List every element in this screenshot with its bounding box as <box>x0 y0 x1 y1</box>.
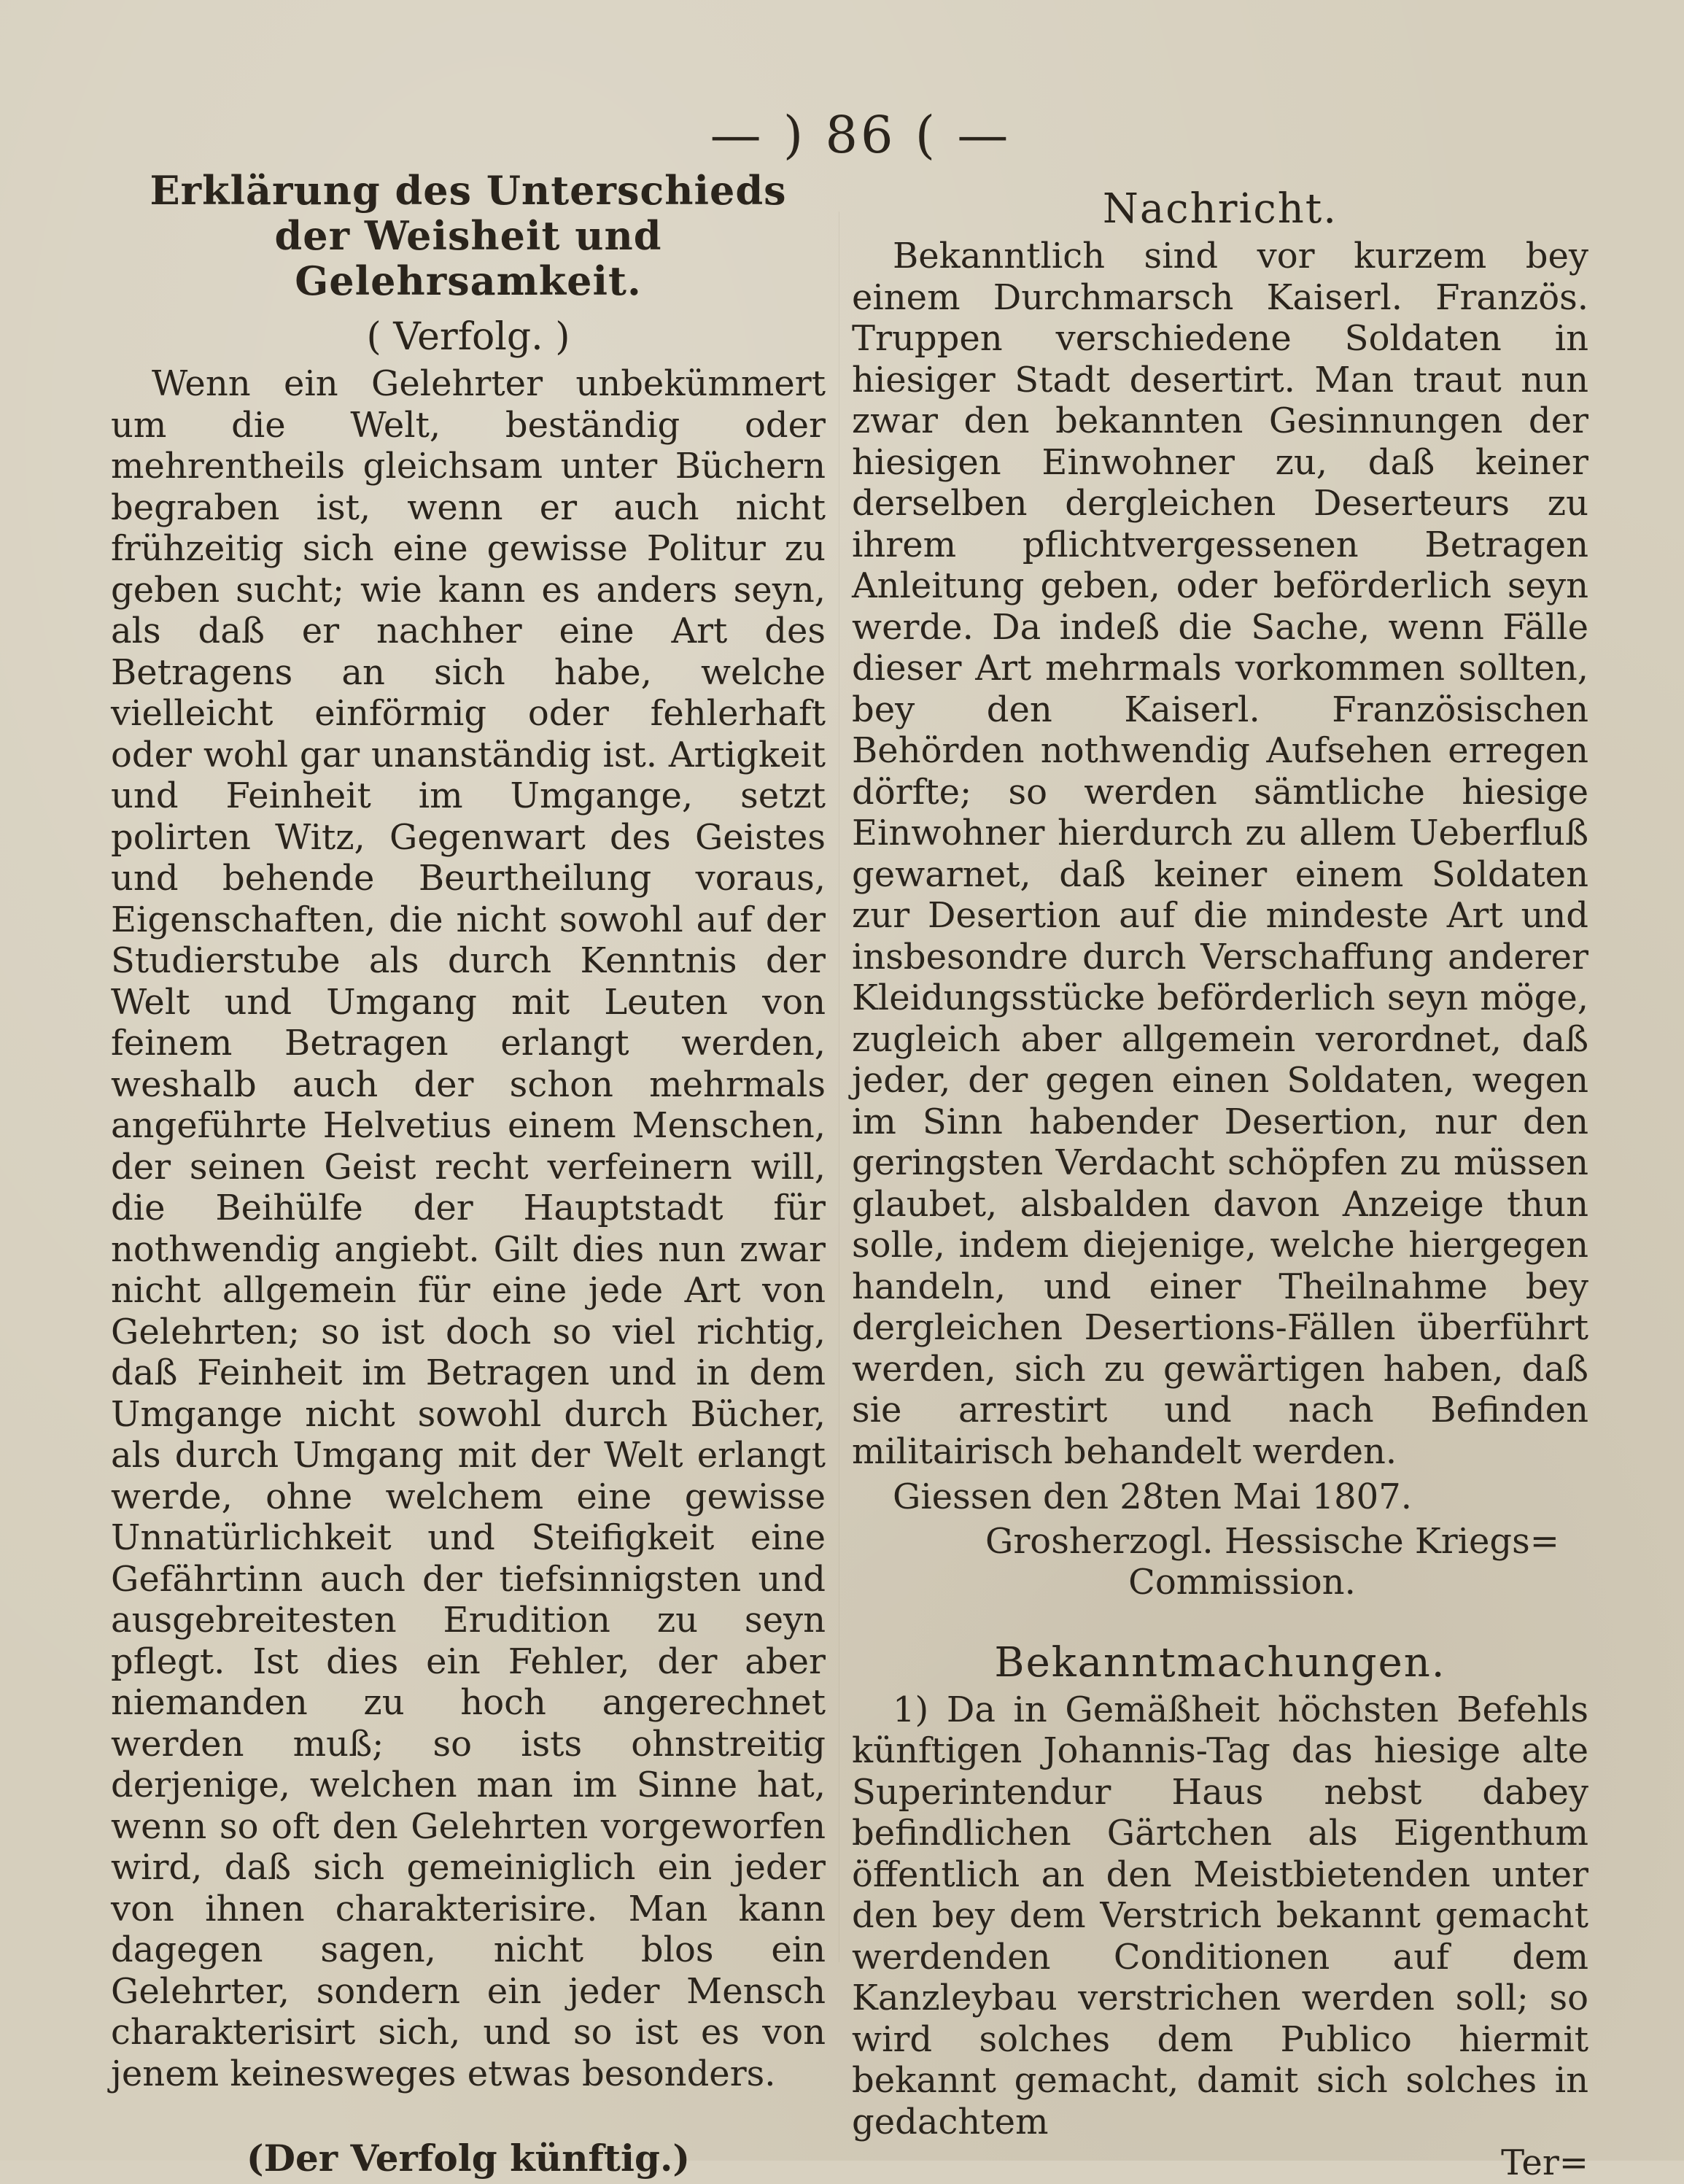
right-column <box>852 186 1588 2184</box>
announcements-title: Bekanntmachungen. <box>994 1638 1446 1687</box>
article-subtitle: ( Verfolg. ) <box>366 315 570 359</box>
notice-title: Nachricht. <box>1102 185 1338 233</box>
left-column <box>111 168 826 2180</box>
announcement-item: 1) Da in Gemäßheit höchsten Befehls künftigen Johannis-Tag das hiesige alte Superintendur Haus nebst dabey befindlichen Gärtchen als Eigenthum öffentlich an den Meistbietenden unter den bey dem Verstrich bekannt gemacht werdenden Conditionen auf dem Kanzleybau verstrichen werden soll; so wird solches dem Publico hiermit bekannt gemacht, damit sich solches in gedachtem <box>852 1689 1588 2142</box>
page-number-header: — ) 86 ( — <box>710 105 1012 165</box>
article-title: Erklärung des Unterschieds der Weisheit und Gelehrsamkeit. <box>150 167 787 304</box>
article-body: Wenn ein Gelehrter unbekümmert um die Welt, beständig oder mehrentheils gleichsam unter Büchern begraben ist, wenn er auch nicht frühzeitig sich eine gewisse Politur zu geben sucht; wie kann es anders seyn, als daß er nachher eine Art des Betragens an sich habe, welche vielleicht einförmig oder fehlerhaft oder wohl gar unanständig ist. Artigkeit und Feinheit im Umgange, setzt polirten Witz, Gegenwart des Geistes und behende Beurtheilung voraus, Eigenschaften, die nicht sowohl auf der Studierstube als durch Kenntnis der Welt und Umgang mit Leuten von feinem Betragen erlangt werden, weshalb auch der schon mehrmals angeführte Helvetius einem Menschen, der seinen Geist recht verfeinern will, die Beihülfe der Hauptstadt für nothwendig angiebt. Gilt dies nun zwar nicht allgemein für eine jede Art von Gelehrten; so ist doch so viel richtig, daß Feinheit im Betragen und in dem Umgange nicht sowohl durch Bücher, als durch Umgang mit der Welt erlangt werde, ohne welchem eine gewisse Unnatürlichkeit und Steifigkeit eine Gefährtinn auch der tiefsinnigsten und ausgebreitesten Erudition zu seyn pflegt. Ist dies ein Fehler, der aber niemanden zu hoch angerechnet werden muß; so ists ohnstreitig derjenige, welchen man im Sinne hat, wenn so oft den Gelehrten vorgeworfen wird, daß sich gemeiniglich ein jeder von ihnen charakterisire. Man kann dagegen sagen, nicht blos ein Gelehrter, sondern ein jeder Mensch charakterisirt sich, und so ist es von jenem keinesweges etwas besonders. <box>111 363 826 2094</box>
notice-signer-cont: Commission. <box>1128 1562 1356 1603</box>
notice-date: Giessen den 28ten Mai 1807. <box>893 1476 1412 1517</box>
continuation-note: (Der Verfolg künftig.) <box>246 2137 691 2180</box>
notice-signer: Grosherzogl. Hessische Kriegs= <box>985 1520 1559 1562</box>
catchword: Ter= <box>1501 2142 1588 2183</box>
notice-body: Bekanntlich sind vor kurzem bey einem Durchmarsch Kaiserl. Französ. Truppen verschiedene Soldaten in hiesiger Stadt desertirt. Man traut nun zwar den bekannten Gesinnungen der hiesigen Einwohner zu, daß keiner derselben dergleichen Deserteurs zu ihrem pflichtvergessenen Betragen Anleitung geben, oder beförderlich seyn werde. Da indeß die Sache, wenn Fälle dieser Art mehrmals vorkommen sollten, bey den Kaiserl. Französischen Behörden nothwendig Aufsehen erregen dörfte; so werden sämtliche hiesige Einwohner hierdurch zu allem Ueberfluß gewarnet, daß keiner einem Soldaten zur Desertion auf die mindeste Art und insbesondre durch Verschaffung anderer Kleidungsstücke beförderlich seyn möge, zugleich aber allgemein verordnet, daß jeder, der gegen einen Soldaten, wegen im Sinn habender Desertion, nur den geringsten Verdacht schöpfen zu müssen glaubet, alsbalden davon Anzeige thun solle, indem diejenige, welche hiergegen handeln, und einer Theilnahme bey dergleichen Desertions-Fällen überführt werden, sich zu gewärtigen haben, daß sie arrestirt und nach Befinden militairisch behandelt werden. <box>852 236 1588 1472</box>
